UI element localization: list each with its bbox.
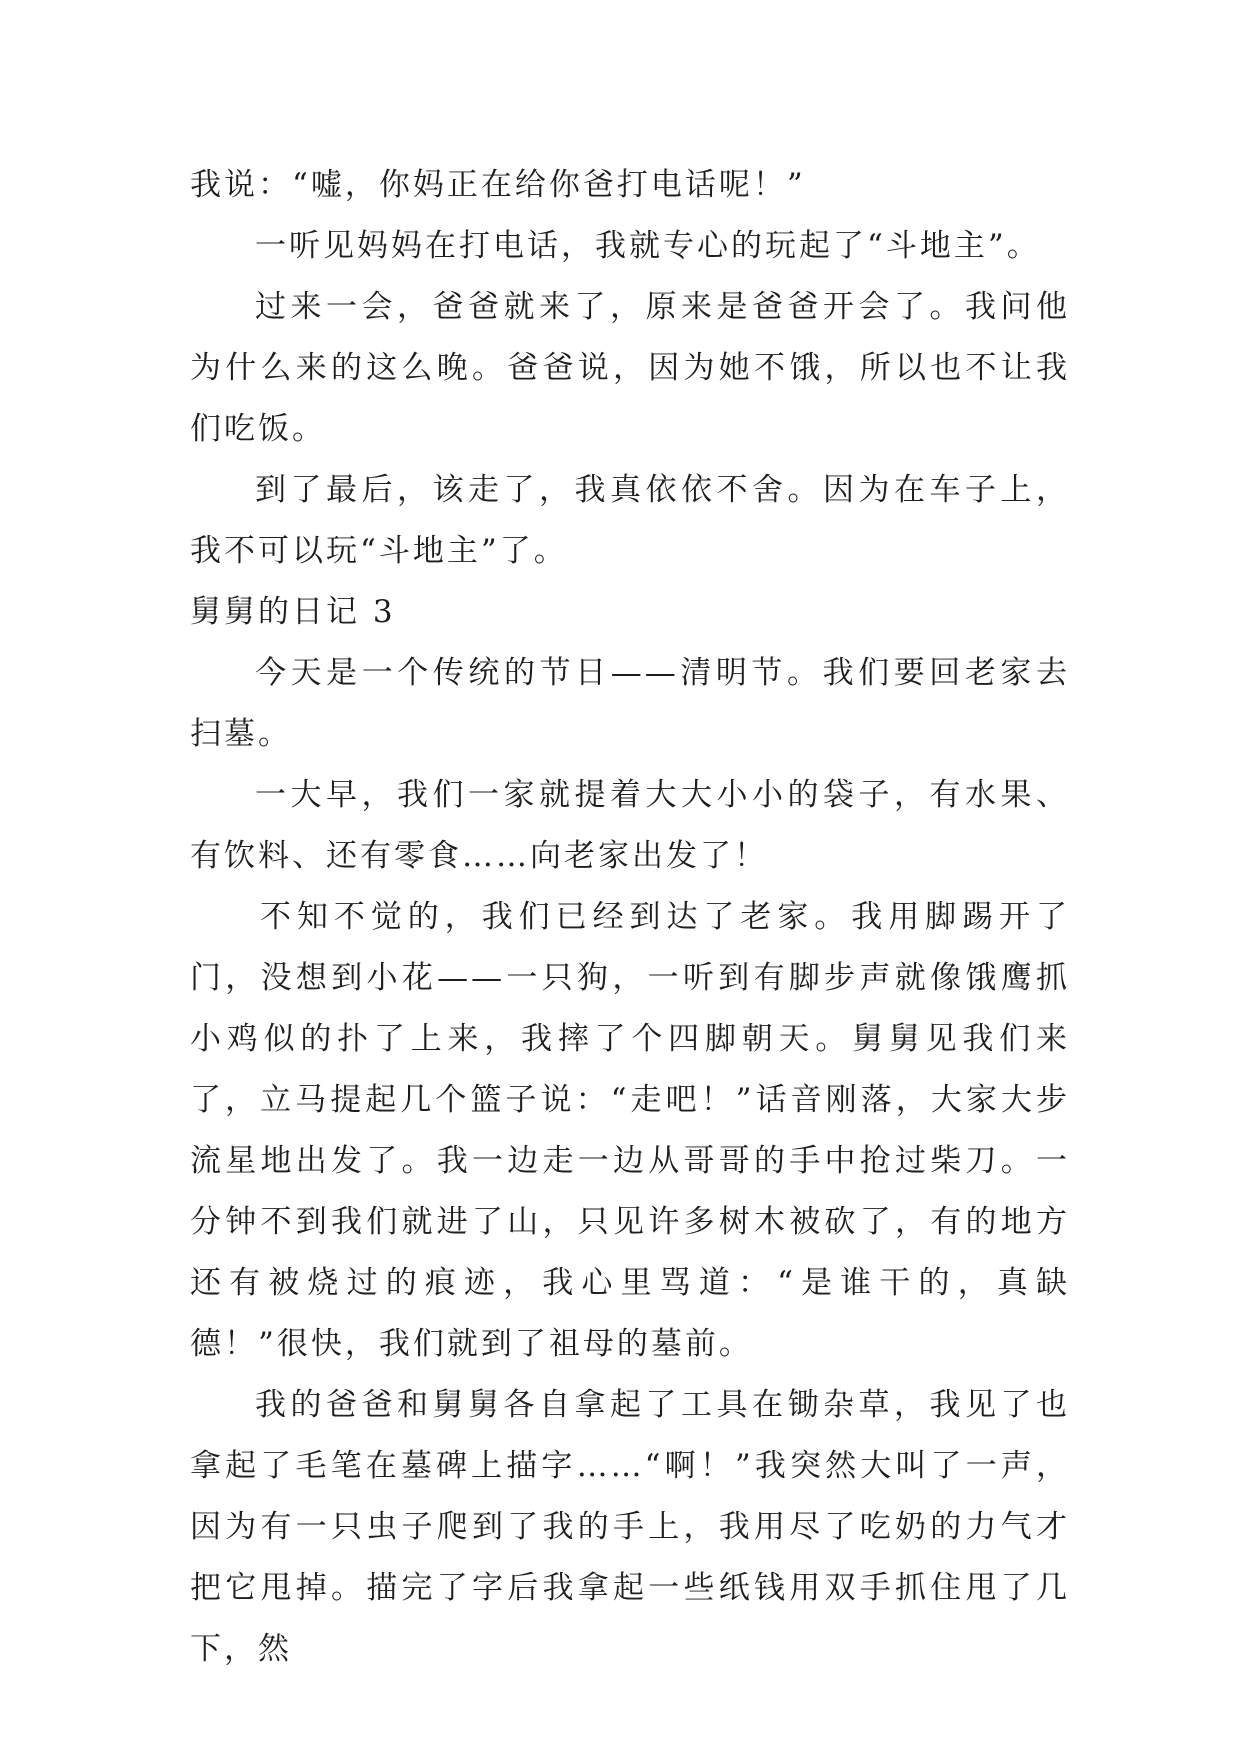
paragraph-7: 不知不觉的，我们已经到达了老家。我用脚踢开了门，没想到小花——一只狗，一听到有脚步声就像饿鹰抓小鸡似的扑了上来，我摔了个四脚朝天。舅舅见我们来了，立马提起几个篮子说：“走吧！”话音刚落，大家大步流星地出发了。我一边走一边从哥哥的手中抢过柴刀。一分钟不到我们就进了山，只见许多树木被砍了，有的地方还有被烧过的痕迹，我心里骂道：“是谁干的，真缺德！”很快，我们就到了祖母的墓前。 [190,899,1070,1362]
paragraph-8: 我的爸爸和舅舅各自拿起了工具在锄杂草，我见了也拿起了毛笔在墓碑上描字……“啊！”我突然大叫了一声，因为有一只虫子爬到了我的手上，我用尽了吃奶的力气才把它甩掉。描完了字后我拿起一些纸钱用双手抓住甩了几下，然 [190,1387,1070,1667]
paragraph-2: 一听见妈妈在打电话，我就专心的玩起了“斗地主”。 [255,228,1041,264]
paragraph-1: 我说：“嘘，你妈正在给你爸打电话呢！” [190,167,806,203]
paragraph-5: 今天是一个传统的节日——清明节。我们要回老家去扫墓。 [190,655,1070,752]
paragraph-4: 到了最后，该走了，我真依依不舍。因为在车子上，我不可以玩“斗地主”了。 [190,472,1070,569]
document-body [190,155,1070,1680]
paragraph-6: 一大早，我们一家就提着大大小小的袋子，有水果、有饮料、还有零食……向老家出发了！ [190,777,1070,874]
section-heading: 舅舅的日记 3 [190,594,396,630]
paragraph-3: 过来一会，爸爸就来了，原来是爸爸开会了。我问他为什么来的这么晚。爸爸说，因为她不饿，所以也不让我们吃饭。 [190,289,1070,447]
